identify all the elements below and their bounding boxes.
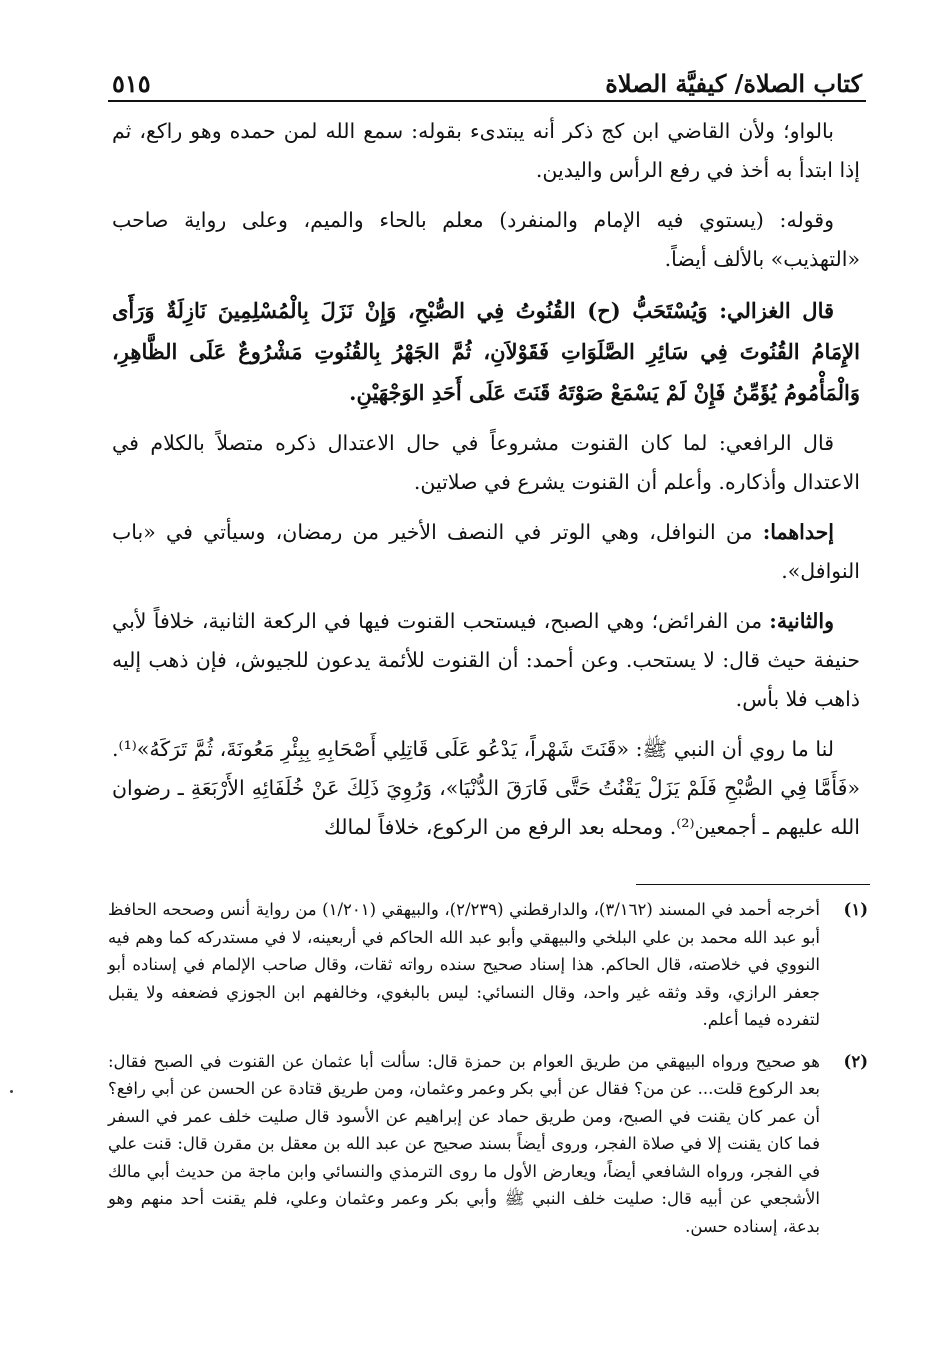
paragraph-2: وقوله: (يستوي فيه الإمام والمنفرد) معلم بالحاء والميم، وعلى رواية صاحب «التهذيب» بالألف أيضاً. bbox=[112, 208, 860, 271]
paragraph-6 bbox=[112, 602, 860, 719]
footnotes bbox=[108, 896, 868, 1254]
running-header bbox=[112, 58, 862, 98]
footnote-number: (٢) bbox=[843, 1051, 868, 1071]
paragraph-6-lead: والثانية: bbox=[769, 609, 834, 633]
paragraph-7: لنا ما روي أن النبي ﷺ: «قَنَتَ شَهْراً، يَدْعُو عَلَى قَاتِلِي أَصْحَابِهِ بِبِئْرِ مَعُونَةَ، ثُمَّ تَرَكَهُ»⁽¹⁾. «فَأَمَّا فِي الصُّبْحِ فَلَمْ يَزَلْ يَقْنُتُ حَتَّى فَارَقَ الدُّنْيَا»، وَرُوِيَ ذَلِكَ عَنْ خُلَفَائِهِ الأَرْبَعَةِ ـ رضوان الله عليهم ـ أجمعين⁽²⁾. ومحله بعد الرفع من الركوع، خلافاً لمالك bbox=[112, 737, 860, 839]
footnote-2 bbox=[108, 1048, 868, 1241]
footnote-divider bbox=[636, 884, 870, 885]
paragraph-4: قال الرافعي: لما كان القنوت مشروعاً في حال الاعتدال ذكره متصلاً بالكلام في الاعتدال وأذكاره. وأعلم أن القنوت يشرع في صلاتين. bbox=[112, 431, 860, 494]
chapter-title: كتاب الصلاة/ كيفيَّة الصلاة bbox=[605, 69, 862, 98]
paragraph-6-text: من الفرائض؛ وهي الصبح، فيستحب القنوت فيها في الركعة الثانية، خلافاً لأبي حنيفة حيث قال: لا يستحب. وعن أحمد: أن القنوت للأئمة يدعون للجيوش، فإن ذهب إليه ذاهب فلا بأس. bbox=[112, 609, 860, 711]
footnote-number: (١) bbox=[843, 900, 868, 919]
main-text bbox=[112, 112, 860, 858]
paragraph-5 bbox=[112, 513, 860, 591]
page-number: ٥١٥ bbox=[112, 69, 151, 98]
footnote-text: هو صحيح ورواه البيهقي من طريق العوام بن حمزة قال: سألت أبا عثمان عن القنوت في الصبح فقال: بعد الركوع قلت... عن من؟ فقال عن أبي بكر وعمر وعثمان، ومن طريق قتادة عن الحسن عن أبي رافع؟ أن عمر كان يقنت في الصبح، ومن طريق حماد عن إبراهيم عن الأسود قال صليت خلف عمر في السفر فما كان يقنت إلا في صلاة الفجر، وروى أيضاً بسند صحيح عن عبد الله بن معقل بن مقرن قال: قنت علي في الفجر، ورواه الشافعي أيضاً، ويعارض الأول ما روى الترمذي والنسائي وابن ماجة من حديث أبي مالك الأشجعي عن أبيه قال: صليت خلف النبي ﷺ وأبي بكر وعمر وعثمان وعلي، فلم يقنت أحد منهم وهو بدعة، إسناده حسن. bbox=[108, 1051, 820, 1236]
scan-speck bbox=[10, 1090, 13, 1093]
paragraph-5-lead: إحداهما: bbox=[762, 520, 834, 544]
paragraph-1: بالواو؛ ولأن القاضي ابن كج ذكر أنه يبتدىء بقوله: سمع الله لمن حمده وهو راكع، ثم إذا ابتدأ به أخذ في رفع الرأس واليدين. bbox=[112, 119, 860, 182]
paragraph-5-text: من النوافل، وهي الوتر في النصف الأخير من رمضان، وسيأتي في «باب النوافل». bbox=[112, 520, 860, 583]
header-divider bbox=[108, 100, 866, 102]
ghazali-quote-paragraph: قال الغزالي: وَيُسْتَحَبُّ (ح) القُنُوتُ فِي الصُّبْحِ، وَإِنْ نَزَلَ بِالْمُسْلِمِينَ نَازِلَةٌ وَرَأَى الإِمَامُ القُنُوتَ فِي سَائِرِ الصَّلَوَاتِ فَقَوْلاَنِ، ثُمَّ الجَهْرُ بِالقُنُوتِ مَشْرُوعٌ عَلَى الظَّاهِرِ، وَالْمَأْمُومُ يُؤَمِّنُ فَإِنْ لَمْ يَسْمَعْ صَوْتَهُ قَنَتَ عَلَى أَحَدِ الوَجْهَيْنِ. bbox=[112, 298, 860, 405]
footnote-text: أخرجه أحمد في المسند (٣/١٦٢)، والدارقطني (٢/٢٣٩)، والبيهقي (١/٢٠١) من رواية أنس وصححه الحافظ أبو عبد الله محمد بن علي البلخي والبيهقي وأبو عبد الله الحاكم في أربعينه، لا في مستدركه كما وهم فيه النووي في خلاصته، قال الحاكم. هذا إسناد صحيح سنده رواته ثقات، وقال صاحب الإلمام في إسناده أبو جعفر الرازي، وقد وثقه غير واحد، وقال النسائي: ليس بالبغوي، وخالفهم ابن الجوزي فضعفه ولا يقبل لتفرده فيما أعلم. bbox=[108, 900, 820, 1029]
footnote-1 bbox=[108, 896, 868, 1034]
